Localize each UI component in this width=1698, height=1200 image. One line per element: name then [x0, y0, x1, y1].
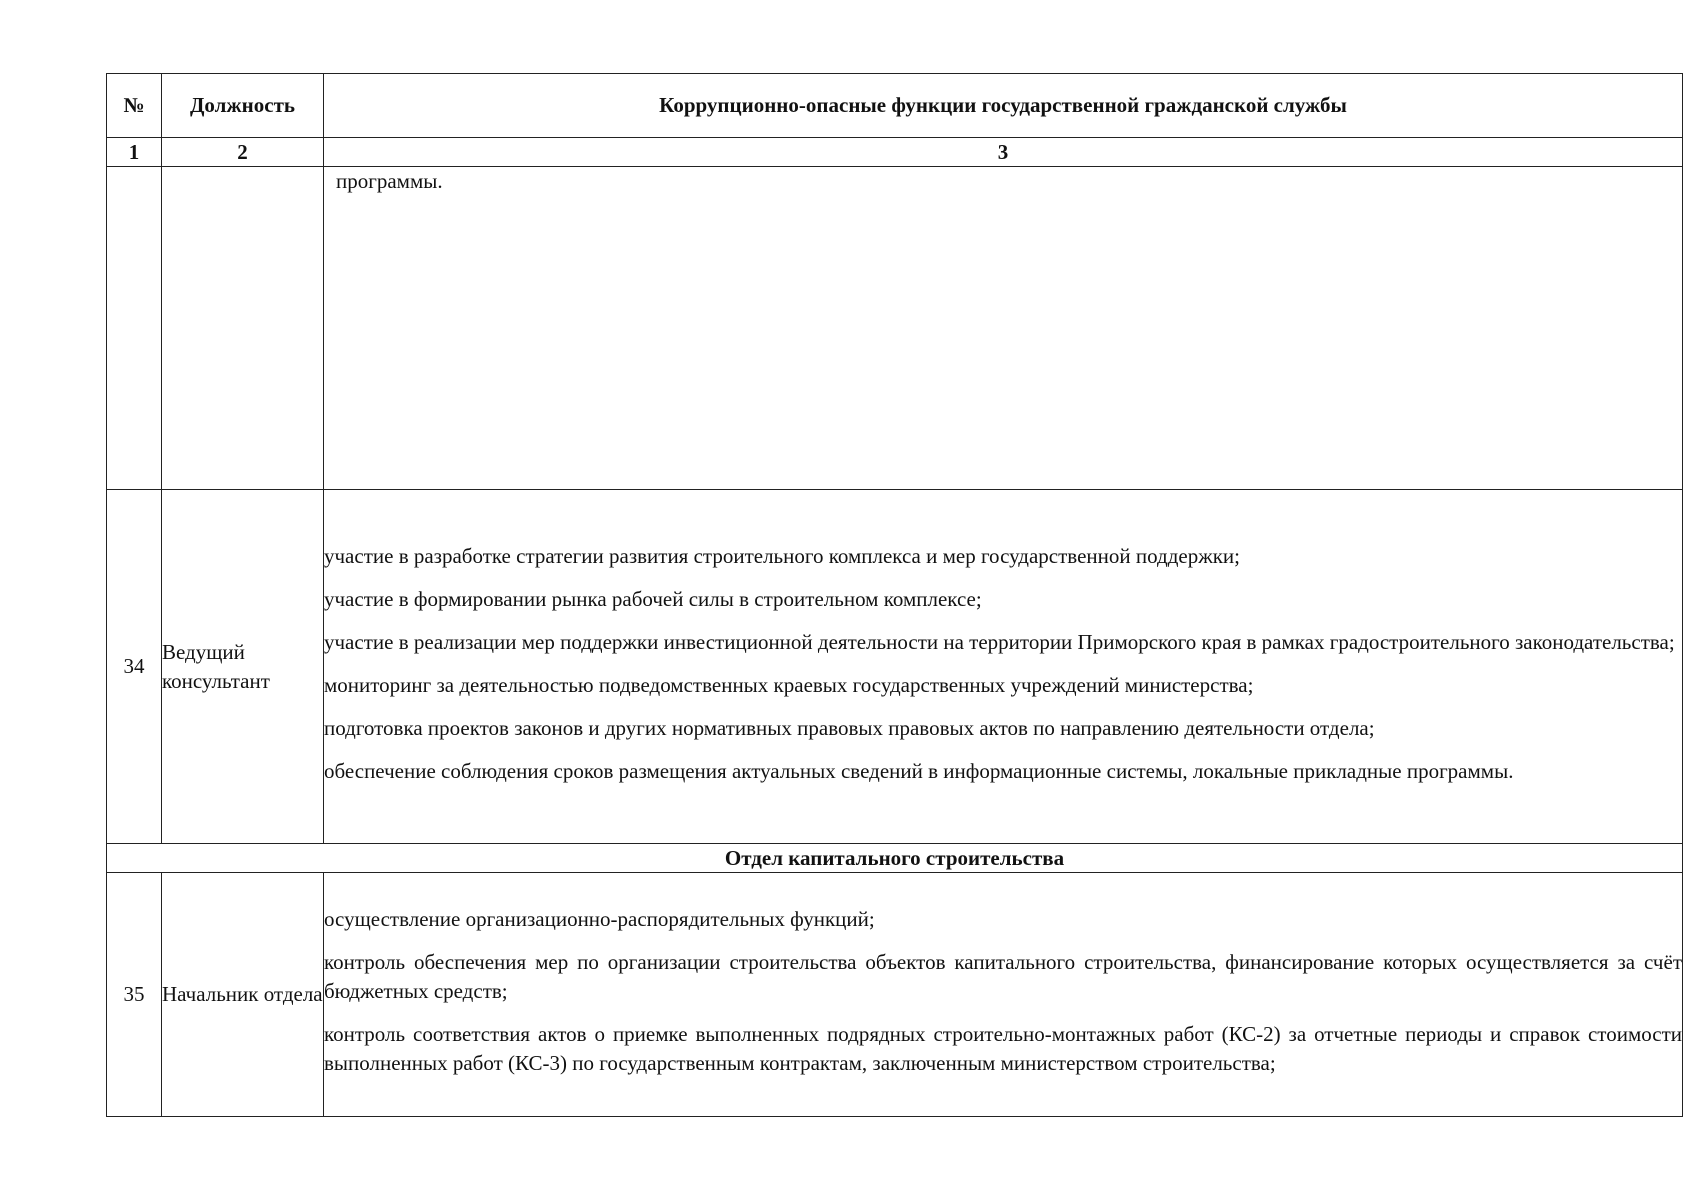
row-functions	[324, 167, 1683, 490]
column-index-2: 2	[162, 138, 324, 167]
function-item: мониторинг за деятельностью подведомственных краевых государственных учреждений министерства;	[324, 672, 1254, 697]
section-row	[107, 844, 1683, 873]
function-item: участие в разработке стратегии развития строительного комплекса и мер государственной поддержки;	[324, 543, 1240, 568]
row-number: 34	[107, 490, 162, 844]
column-index-3: 3	[324, 138, 1683, 167]
table-row-34	[107, 490, 1683, 844]
column-index-row	[107, 138, 1683, 167]
function-item: контроль соответствия актов о приемке выполненных подрядных строительно-монтажных работ (КС-2) за отчетные периоды и справок стоимости выполненных работ (КС-3) по государственным контрактам, заключенным министерством строительства;	[324, 1022, 1682, 1075]
corruption-functions-table	[106, 73, 1683, 1117]
row-position	[162, 167, 324, 490]
column-index-1: 1	[107, 138, 162, 167]
row-position: Ведущий консультант	[162, 490, 324, 844]
function-item: контроль обеспечения мер по организации строительства объектов капитального строительства, финансирование которых осуществляется за счёт бюджетных средств;	[324, 950, 1682, 1003]
row-functions	[324, 490, 1683, 844]
function-item: обеспечение соблюдения сроков размещения актуальных сведений в информационные системы, локальные прикладные программы.	[324, 758, 1514, 783]
function-item: участие в формировании рынка рабочей силы в строительном комплексе;	[324, 586, 982, 611]
table-row-35	[107, 873, 1683, 1117]
function-item: осуществление организационно-распорядительных функций;	[324, 907, 875, 931]
row-position: Начальник отдела	[162, 873, 324, 1117]
table-header-row	[107, 74, 1683, 138]
function-item: участие в реализации мер поддержки инвестиционной деятельности на территории Приморского края в рамках градостроительного законодательства;	[324, 629, 1675, 654]
row-number: 35	[107, 873, 162, 1117]
header-functions: Коррупционно-опасные функции государственной гражданской службы	[324, 74, 1683, 138]
table-row-continuation	[107, 167, 1683, 490]
header-number: №	[107, 74, 162, 138]
function-item: подготовка проектов законов и других нормативных правовых правовых актов по направлению деятельности отдела;	[324, 715, 1375, 740]
section-title: Отдел капитального строительства	[107, 844, 1683, 873]
row-number	[107, 167, 162, 490]
function-item: программы.	[336, 169, 443, 193]
row-functions	[324, 873, 1683, 1117]
header-position: Должность	[162, 74, 324, 138]
